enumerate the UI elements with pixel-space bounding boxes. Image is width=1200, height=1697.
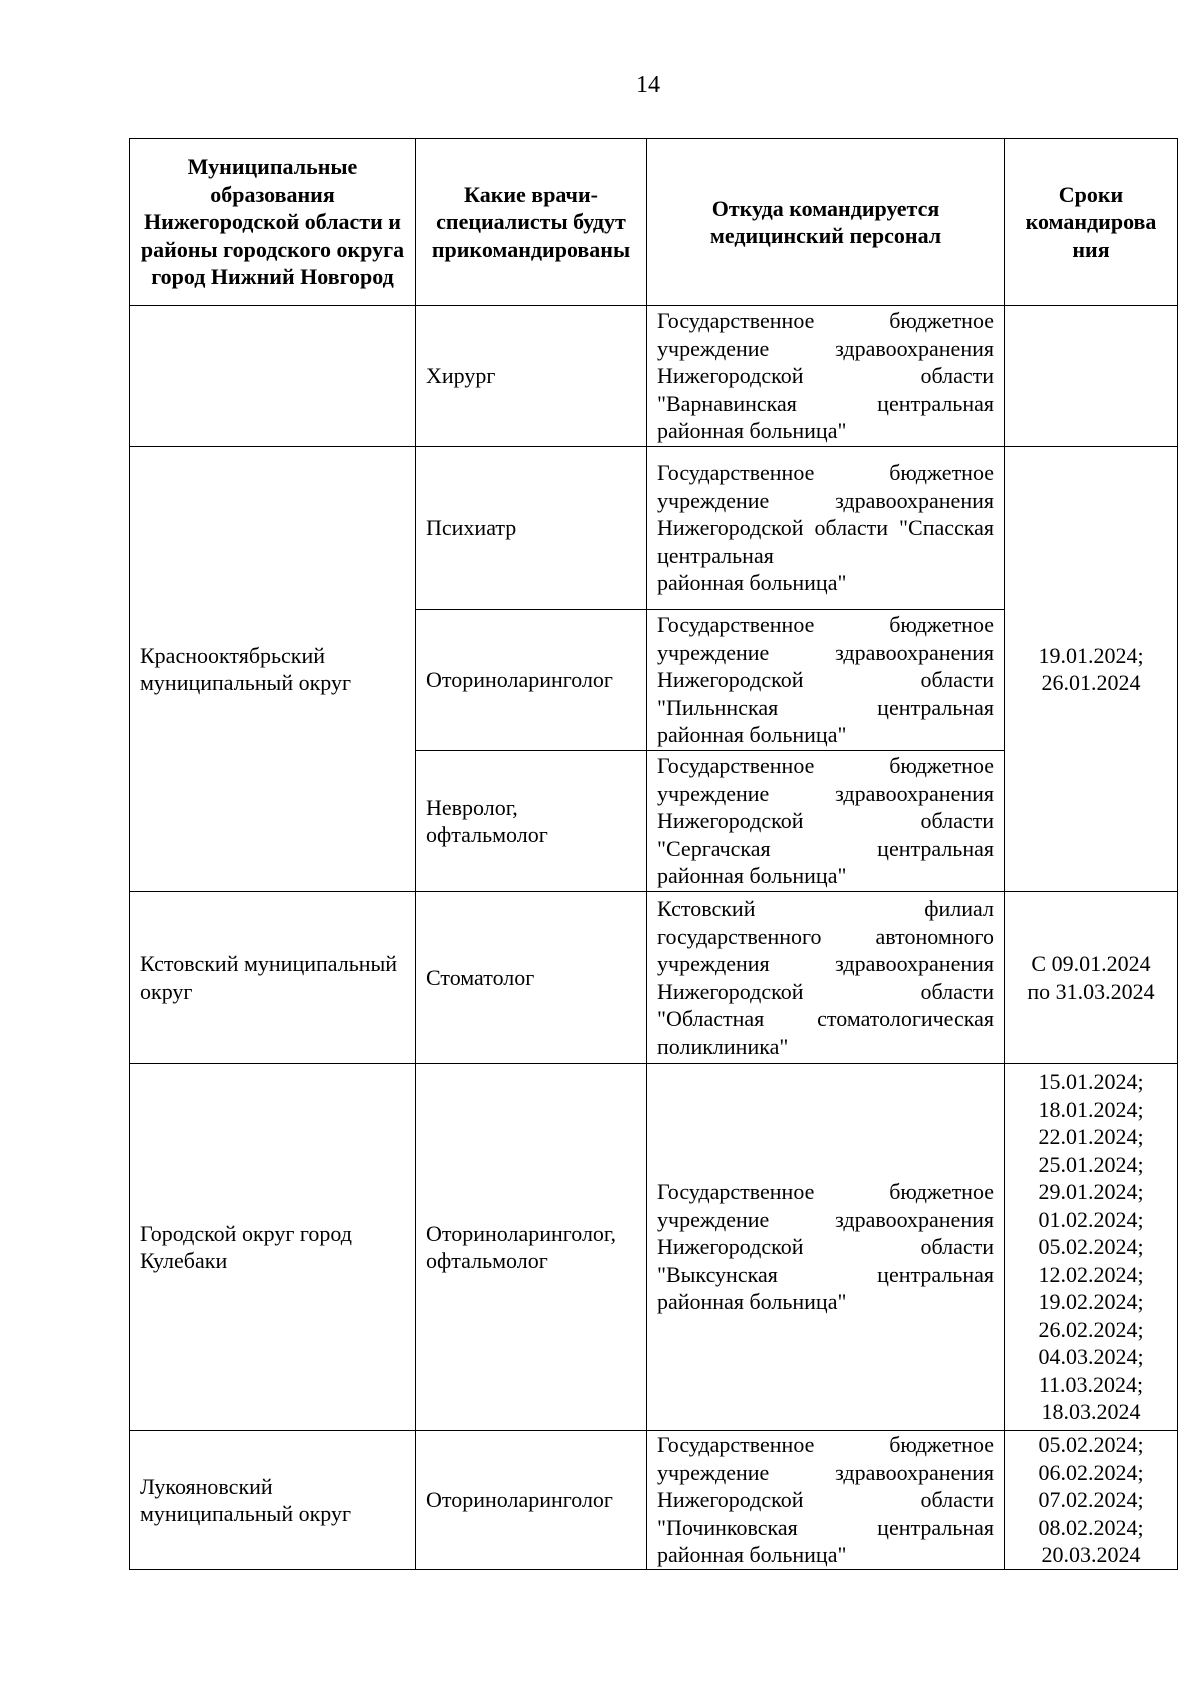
origin-cell: Кстовский филиал государственного автономного учреждения здравоохранения Нижегородской области "Областная стоматологическая поликлиника" — [647, 892, 1005, 1064]
municipality-cell: Городской округ город Кулебаки — [130, 1064, 416, 1431]
header-origin: Откуда командируется медицинский персонал — [647, 139, 1005, 306]
specialist-cell: Стоматолог — [416, 892, 647, 1064]
specialist-cell: Оториноларинголог, офтальмолог — [416, 1064, 647, 1431]
origin-cell: Государственное бюджетное учреждение здравоохранения Нижегородской области "Варнавинская центральная районная больница" — [647, 306, 1005, 447]
table-row — [130, 447, 1178, 610]
table-row — [130, 1064, 1178, 1431]
specialist-cell: Оториноларинголог — [416, 1431, 647, 1570]
page-number: 14 — [636, 72, 660, 98]
period-cell: 05.02.2024; 06.02.2024; 07.02.2024; 08.02.2024; 20.03.2024 — [1005, 1431, 1178, 1570]
origin-cell: Государственное бюджетное учреждение здравоохранения Нижегородской области "Выксунская центральная районная больница" — [647, 1064, 1005, 1431]
header-period: Сроки командирова ния — [1005, 139, 1178, 306]
period-cell: С 09.01.2024 по 31.03.2024 — [1005, 892, 1178, 1064]
period-cell: 15.01.2024; 18.01.2024; 22.01.2024; 25.01.2024; 29.01.2024; 01.02.2024; 05.02.2024; 12.02.2024; 19.02.2024; 26.02.2024; 04.03.2024; 11.03.2024; 18.03.2024 — [1005, 1064, 1178, 1431]
municipality-cell: Краснооктябрьский муниципальный округ — [130, 447, 416, 892]
table-row — [130, 892, 1178, 1064]
specialist-cell: Невролог, офтальмолог — [416, 751, 647, 892]
header-specialists: Какие врачи-специалисты будут прикомандированы — [416, 139, 647, 306]
period-cell: 19.01.2024; 26.01.2024 — [1005, 447, 1178, 892]
origin-cell: Государственное бюджетное учреждение здравоохранения Нижегородской области "Пильннская центральная районная больница" — [647, 610, 1005, 751]
municipality-cell: Лукояновский муниципальный округ — [130, 1431, 416, 1570]
municipality-cell: Кстовский муниципальный округ — [130, 892, 416, 1064]
specialist-cell: Оториноларинголог — [416, 610, 647, 751]
origin-cell: Государственное бюджетное учреждение здравоохранения Нижегородской области "Починковская центральная районная больница" — [647, 1431, 1005, 1570]
header-municipality: Муниципальные образования Нижегородской области и районы городского округа город Нижний Новгород — [130, 139, 416, 306]
table-header-row — [130, 139, 1178, 306]
municipality-cell — [130, 306, 416, 447]
specialist-cell: Хирург — [416, 306, 647, 447]
specialist-cell: Психиатр — [416, 447, 647, 610]
table-row — [130, 306, 1178, 447]
period-cell — [1005, 306, 1178, 447]
origin-cell: Государственное бюджетное учреждение здравоохранения Нижегородской области "Спасская центральная районная больница" — [647, 447, 1005, 610]
assignment-table — [129, 138, 1178, 1570]
table-row — [130, 1431, 1178, 1570]
origin-cell: Государственное бюджетное учреждение здравоохранения Нижегородской области "Сергачская центральная районная больница" — [647, 751, 1005, 892]
